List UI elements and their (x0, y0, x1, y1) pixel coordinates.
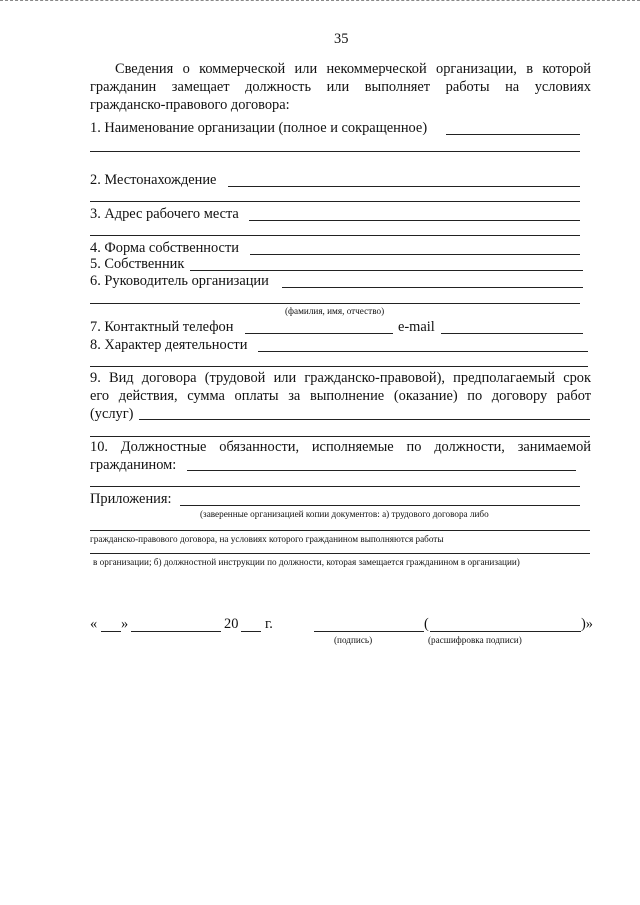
attachments-input-line-3[interactable] (90, 553, 590, 554)
attachments-input-line[interactable] (180, 505, 580, 506)
phone-input-line[interactable] (245, 333, 393, 334)
attachments-hint-2: гражданско-правового договора, на условиях которого гражданином выполняются работы (90, 534, 444, 544)
attachments-hint-1: (заверенные организацией копии документов: а) трудового договора либо (200, 509, 489, 519)
field-6-hint: (фамилия, имя, отчество) (285, 306, 385, 316)
field-1-input-line-2[interactable] (90, 151, 580, 152)
field-9-input-line[interactable] (139, 419, 590, 420)
field-9-line-1: 9. Вид договора (трудовой или гражданско-правовой), предполагаемый срок (90, 370, 591, 386)
heading-line-2: гражданин замещает должность или выполняет работы на условиях (90, 79, 591, 95)
field-1-label: 1. Наименование организации (полное и сокращенное) (90, 120, 428, 136)
date-year-prefix: 20 (224, 616, 239, 632)
field-10-line-1: 10. Должностные обязанности, исполняемые по должности, занимаемой (90, 439, 591, 455)
decode-close-paren: )» (581, 616, 593, 632)
field-5-input-line[interactable] (190, 270, 583, 271)
field-8-input-line-2[interactable] (90, 366, 588, 367)
decode-caption: (расшифровка подписи) (428, 635, 522, 645)
field-1-input-line[interactable] (446, 134, 580, 135)
field-6-label: 6. Руководитель организации (90, 273, 269, 289)
field-6-input-line[interactable] (282, 287, 583, 288)
field-10-input-line[interactable] (187, 470, 576, 471)
field-6-input-line-2[interactable] (90, 303, 580, 304)
date-day-line[interactable] (101, 631, 121, 632)
field-2-input-line-2[interactable] (90, 201, 580, 202)
date-year-line[interactable] (241, 631, 261, 632)
field-9-line-3: (услуг) (90, 406, 134, 422)
decode-open-paren: ( (424, 616, 429, 632)
field-9-input-line-2[interactable] (90, 436, 590, 437)
field-8-label: 8. Характер деятельности (90, 337, 248, 353)
field-8-input-line[interactable] (258, 351, 588, 352)
page-number: 35 (334, 31, 349, 47)
date-month-line[interactable] (131, 631, 221, 632)
field-4-input-line[interactable] (250, 254, 580, 255)
field-10-input-line-2[interactable] (90, 486, 580, 487)
scan-top-edge (0, 0, 640, 1)
field-3-input-line-2[interactable] (90, 235, 580, 236)
field-2-label: 2. Местонахождение (90, 172, 217, 188)
attachments-label: Приложения: (90, 491, 172, 507)
date-year-suffix: г. (265, 616, 273, 632)
field-9-line-2: его действия, сумма оплаты за выполнение (оказание) по договору работ (90, 388, 591, 404)
field-5-label: 5. Собственник (90, 256, 185, 272)
email-input-line[interactable] (441, 333, 583, 334)
field-7-phone-label: 7. Контактный телефон (90, 319, 234, 335)
field-7-email-label: e-mail (398, 319, 435, 335)
field-10-line-2: гражданином: (90, 457, 177, 473)
heading-line-3: гражданско-правового договора: (90, 97, 290, 113)
field-2-input-line[interactable] (228, 186, 580, 187)
signature-caption: (подпись) (334, 635, 373, 645)
date-open-quote: « (90, 616, 98, 632)
heading-line-1: Сведения о коммерческой или некоммерческой организации, в которой (115, 61, 591, 77)
field-3-label: 3. Адрес рабочего места (90, 206, 239, 222)
field-4-label: 4. Форма собственности (90, 240, 239, 256)
date-close-quote: » (121, 616, 129, 632)
signature-line[interactable] (314, 631, 424, 632)
field-3-input-line[interactable] (249, 220, 580, 221)
attachments-hint-3: в организации; б) должностной инструкции по должности, которая замещается гражданином в организации) (93, 557, 520, 567)
attachments-input-line-2[interactable] (90, 530, 590, 531)
decode-line[interactable] (430, 631, 581, 632)
